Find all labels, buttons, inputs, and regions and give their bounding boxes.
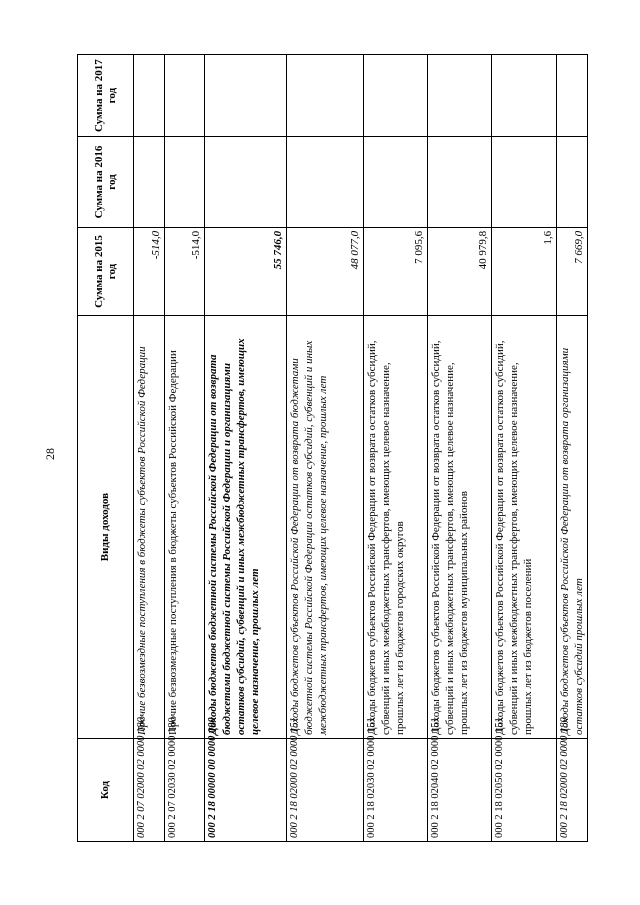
- table-row: [557, 55, 588, 842]
- table-row: [205, 55, 287, 842]
- row-amount-2015: 55 746,0: [205, 227, 287, 315]
- row-amount-2016: [364, 137, 428, 228]
- row-amount-2016: [205, 137, 287, 228]
- row-amount-2015: 40 979,8: [428, 227, 492, 315]
- row-amount-2016: [428, 137, 492, 228]
- row-amount-2016: [492, 137, 557, 228]
- income-table-rotated: [77, 54, 585, 842]
- row-income-type: Доходы бюджетов субъектов Российской Федерации от возврата остатков субсидий, субвенций и иных межбюджетных трансфертов, имеющих целевое назначение, прошлых лет из бюджетов городских округов: [364, 316, 428, 739]
- row-code: 000 2 18 02000 02 0000 151: [287, 739, 364, 842]
- row-amount-2015: -514,0: [134, 227, 165, 315]
- row-code: 000 2 18 02030 02 0000 151: [364, 739, 428, 842]
- row-amount-2016: [557, 137, 588, 228]
- row-income-type: Доходы бюджетов субъектов Российской Федерации от возврата бюджетами бюджетной системы Российской Федерации остатков субсидий, субвенций и иных межбюджетных трансфертов, имеющих целевое назначение, прошлых лет: [287, 316, 364, 739]
- row-amount-2015: 1,6: [492, 227, 557, 315]
- row-code: 000 2 07 02000 02 0000 180: [134, 739, 165, 842]
- row-income-type: Доходы бюджетов субъектов Российской Федерации от возврата организациями остатков субсидий прошлых лет: [557, 316, 588, 739]
- row-amount-2016: [134, 137, 165, 228]
- table-row: [364, 55, 428, 842]
- row-code: 000 2 07 02030 02 0000 180: [165, 739, 205, 842]
- header-2017: Сумма на 2017 год: [78, 55, 134, 137]
- row-amount-2017: [165, 55, 205, 137]
- page-number: 28: [43, 448, 57, 460]
- row-amount-2017: [557, 55, 588, 137]
- row-code: 000 2 18 02040 02 0000 151: [428, 739, 492, 842]
- row-income-type: Доходы бюджетов бюджетной системы Российской Федерации от возврата бюджетами бюджетной системы Российской Федерации и организациями остатков субсидий, субвенций и иных межбюджетных трансфертов, имеющих целевое назначение, прошлых лет: [205, 316, 287, 739]
- table-row: [134, 55, 165, 842]
- row-amount-2017: [364, 55, 428, 137]
- row-amount-2015: 7 669,0: [557, 227, 588, 315]
- income-table-sheet: [77, 54, 585, 842]
- row-amount-2017: [134, 55, 165, 137]
- row-income-type: Прочие безвозмездные поступления в бюджеты субъектов Российской Федерации: [165, 316, 205, 739]
- row-amount-2017: [428, 55, 492, 137]
- row-code: 000 2 18 02050 02 0000 151: [492, 739, 557, 842]
- row-amount-2017: [492, 55, 557, 137]
- row-amount-2017: [205, 55, 287, 137]
- row-amount-2016: [287, 137, 364, 228]
- row-income-type: Доходы бюджетов субъектов Российской Федерации от возврата остатков субсидий, субвенций и иных межбюджетных трансфертов, имеющих целевое назначение, прошлых лет из бюджетов муниципальных районов: [428, 316, 492, 739]
- income-table: [77, 54, 588, 842]
- header-income-type: Виды доходов: [78, 316, 134, 739]
- row-code: 000 2 18 00000 00 0000 000: [205, 739, 287, 842]
- header-2016: Сумма на 2016 год: [78, 137, 134, 228]
- row-amount-2015: 48 077,0: [287, 227, 364, 315]
- row-amount-2017: [287, 55, 364, 137]
- table-row: [492, 55, 557, 842]
- row-income-type: Прочие безвозмездные поступления в бюджеты субъектов Российской Федерации: [134, 316, 165, 739]
- header-2015: Сумма на 2015 год: [78, 227, 134, 315]
- row-code: 000 2 18 02000 02 0000 180: [557, 739, 588, 842]
- header-code: Код: [78, 739, 134, 842]
- table-row: [287, 55, 364, 842]
- row-amount-2016: [165, 137, 205, 228]
- table-row: [428, 55, 492, 842]
- row-amount-2015: 7 095,6: [364, 227, 428, 315]
- row-amount-2015: -514,0: [165, 227, 205, 315]
- table-row: [165, 55, 205, 842]
- header-row: [78, 55, 134, 842]
- row-income-type: Доходы бюджетов субъектов Российской Федерации от возврата остатков субсидий, субвенций и иных межбюджетных трансфертов, имеющих целевое назначение, прошлых лет из бюджетов поселений: [492, 316, 557, 739]
